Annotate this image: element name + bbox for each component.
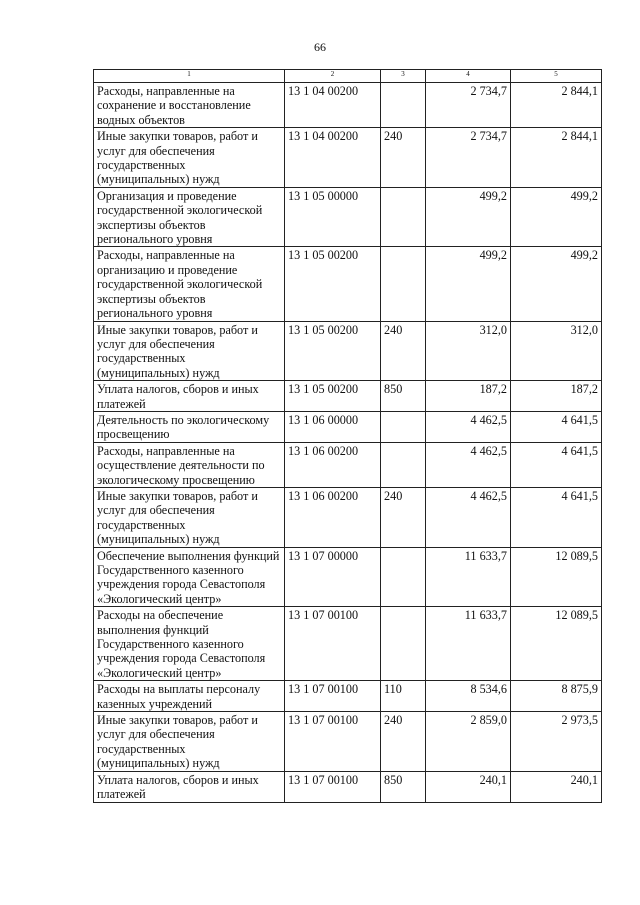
page-number: 66 (314, 40, 326, 54)
row-name: Организация и проведение государственной экологической экспертизы объектов регионального уровня (94, 187, 285, 247)
row-name: Расходы, направленные на сохранение и восстановление водных объектов (94, 83, 285, 128)
row-amount-1: 11 633,7 (426, 547, 511, 607)
row-code: 13 1 05 00200 (285, 381, 381, 412)
table-row (94, 128, 602, 188)
row-expense-type (381, 187, 426, 247)
row-expense-type: 850 (381, 771, 426, 802)
row-code: 13 1 07 00000 (285, 547, 381, 607)
header-col-1: 1 (94, 70, 285, 83)
row-amount-1: 312,0 (426, 321, 511, 381)
row-amount-2: 312,0 (511, 321, 602, 381)
row-code: 13 1 06 00000 (285, 411, 381, 442)
header-col-4: 4 (426, 70, 511, 83)
row-expense-type: 240 (381, 712, 426, 772)
row-code: 13 1 06 00200 (285, 442, 381, 487)
row-name: Расходы, направленные на организацию и проведение государственной экологической экспертизы объектов регионального уровня (94, 247, 285, 321)
table-row (94, 381, 602, 412)
row-amount-2: 499,2 (511, 187, 602, 247)
table-row (94, 321, 602, 381)
row-code: 13 1 07 00100 (285, 681, 381, 712)
table-row (94, 681, 602, 712)
row-expense-type: 110 (381, 681, 426, 712)
table-row (94, 247, 602, 321)
row-expense-type (381, 607, 426, 681)
row-amount-2: 12 089,5 (511, 547, 602, 607)
row-expense-type (381, 83, 426, 128)
row-code: 13 1 07 00100 (285, 771, 381, 802)
row-code: 13 1 04 00200 (285, 128, 381, 188)
row-amount-2: 240,1 (511, 771, 602, 802)
row-amount-2: 4 641,5 (511, 442, 602, 487)
row-expense-type (381, 411, 426, 442)
table-row (94, 712, 602, 772)
row-name: Иные закупки товаров, работ и услуг для обеспечения государственных (муниципальных) нужд (94, 487, 285, 547)
table-row (94, 187, 602, 247)
row-amount-2: 12 089,5 (511, 607, 602, 681)
row-code: 13 1 05 00200 (285, 321, 381, 381)
row-code: 13 1 04 00200 (285, 83, 381, 128)
row-amount-1: 4 462,5 (426, 487, 511, 547)
row-name: Расходы на обеспечение выполнения функций Государственного казенного учреждения города Севастополя «Экологический центр» (94, 607, 285, 681)
row-amount-2: 187,2 (511, 381, 602, 412)
row-amount-1: 240,1 (426, 771, 511, 802)
table-row (94, 771, 602, 802)
row-expense-type: 850 (381, 381, 426, 412)
row-code: 13 1 05 00200 (285, 247, 381, 321)
row-expense-type (381, 247, 426, 321)
row-code: 13 1 07 00100 (285, 607, 381, 681)
row-amount-1: 2 734,7 (426, 83, 511, 128)
row-expense-type: 240 (381, 128, 426, 188)
row-name: Расходы, направленные на осуществление деятельности по экологическому просвещению (94, 442, 285, 487)
row-amount-1: 4 462,5 (426, 411, 511, 442)
table-row (94, 607, 602, 681)
table-header-row (94, 70, 602, 83)
table-row (94, 411, 602, 442)
row-amount-2: 4 641,5 (511, 411, 602, 442)
row-amount-2: 2 973,5 (511, 712, 602, 772)
row-code: 13 1 06 00200 (285, 487, 381, 547)
row-amount-1: 2 734,7 (426, 128, 511, 188)
row-amount-2: 2 844,1 (511, 128, 602, 188)
row-amount-1: 11 633,7 (426, 607, 511, 681)
row-amount-2: 499,2 (511, 247, 602, 321)
table-row (94, 487, 602, 547)
row-name: Иные закупки товаров, работ и услуг для обеспечения государственных (муниципальных) нужд (94, 321, 285, 381)
header-col-5: 5 (511, 70, 602, 83)
row-expense-type (381, 547, 426, 607)
row-amount-1: 2 859,0 (426, 712, 511, 772)
row-amount-1: 187,2 (426, 381, 511, 412)
row-name: Иные закупки товаров, работ и услуг для обеспечения государственных (муниципальных) нужд (94, 128, 285, 188)
budget-table (93, 69, 602, 803)
header-col-3: 3 (381, 70, 426, 83)
table-row (94, 442, 602, 487)
row-amount-1: 4 462,5 (426, 442, 511, 487)
header-col-2: 2 (285, 70, 381, 83)
row-name: Иные закупки товаров, работ и услуг для обеспечения государственных (муниципальных) нужд (94, 712, 285, 772)
row-name: Уплата налогов, сборов и иных платежей (94, 381, 285, 412)
row-name: Деятельность по экологическому просвещению (94, 411, 285, 442)
row-name: Уплата налогов, сборов и иных платежей (94, 771, 285, 802)
row-amount-2: 8 875,9 (511, 681, 602, 712)
row-name: Обеспечение выполнения функций Государственного казенного учреждения города Севастополя «Экологический центр» (94, 547, 285, 607)
row-expense-type (381, 442, 426, 487)
row-name: Расходы на выплаты персоналу казенных учреждений (94, 681, 285, 712)
row-amount-2: 4 641,5 (511, 487, 602, 547)
table-row (94, 547, 602, 607)
row-amount-1: 499,2 (426, 187, 511, 247)
row-amount-1: 499,2 (426, 247, 511, 321)
row-amount-2: 2 844,1 (511, 83, 602, 128)
row-code: 13 1 05 00000 (285, 187, 381, 247)
row-expense-type: 240 (381, 487, 426, 547)
table-row (94, 83, 602, 128)
row-expense-type: 240 (381, 321, 426, 381)
row-amount-1: 8 534,6 (426, 681, 511, 712)
row-code: 13 1 07 00100 (285, 712, 381, 772)
